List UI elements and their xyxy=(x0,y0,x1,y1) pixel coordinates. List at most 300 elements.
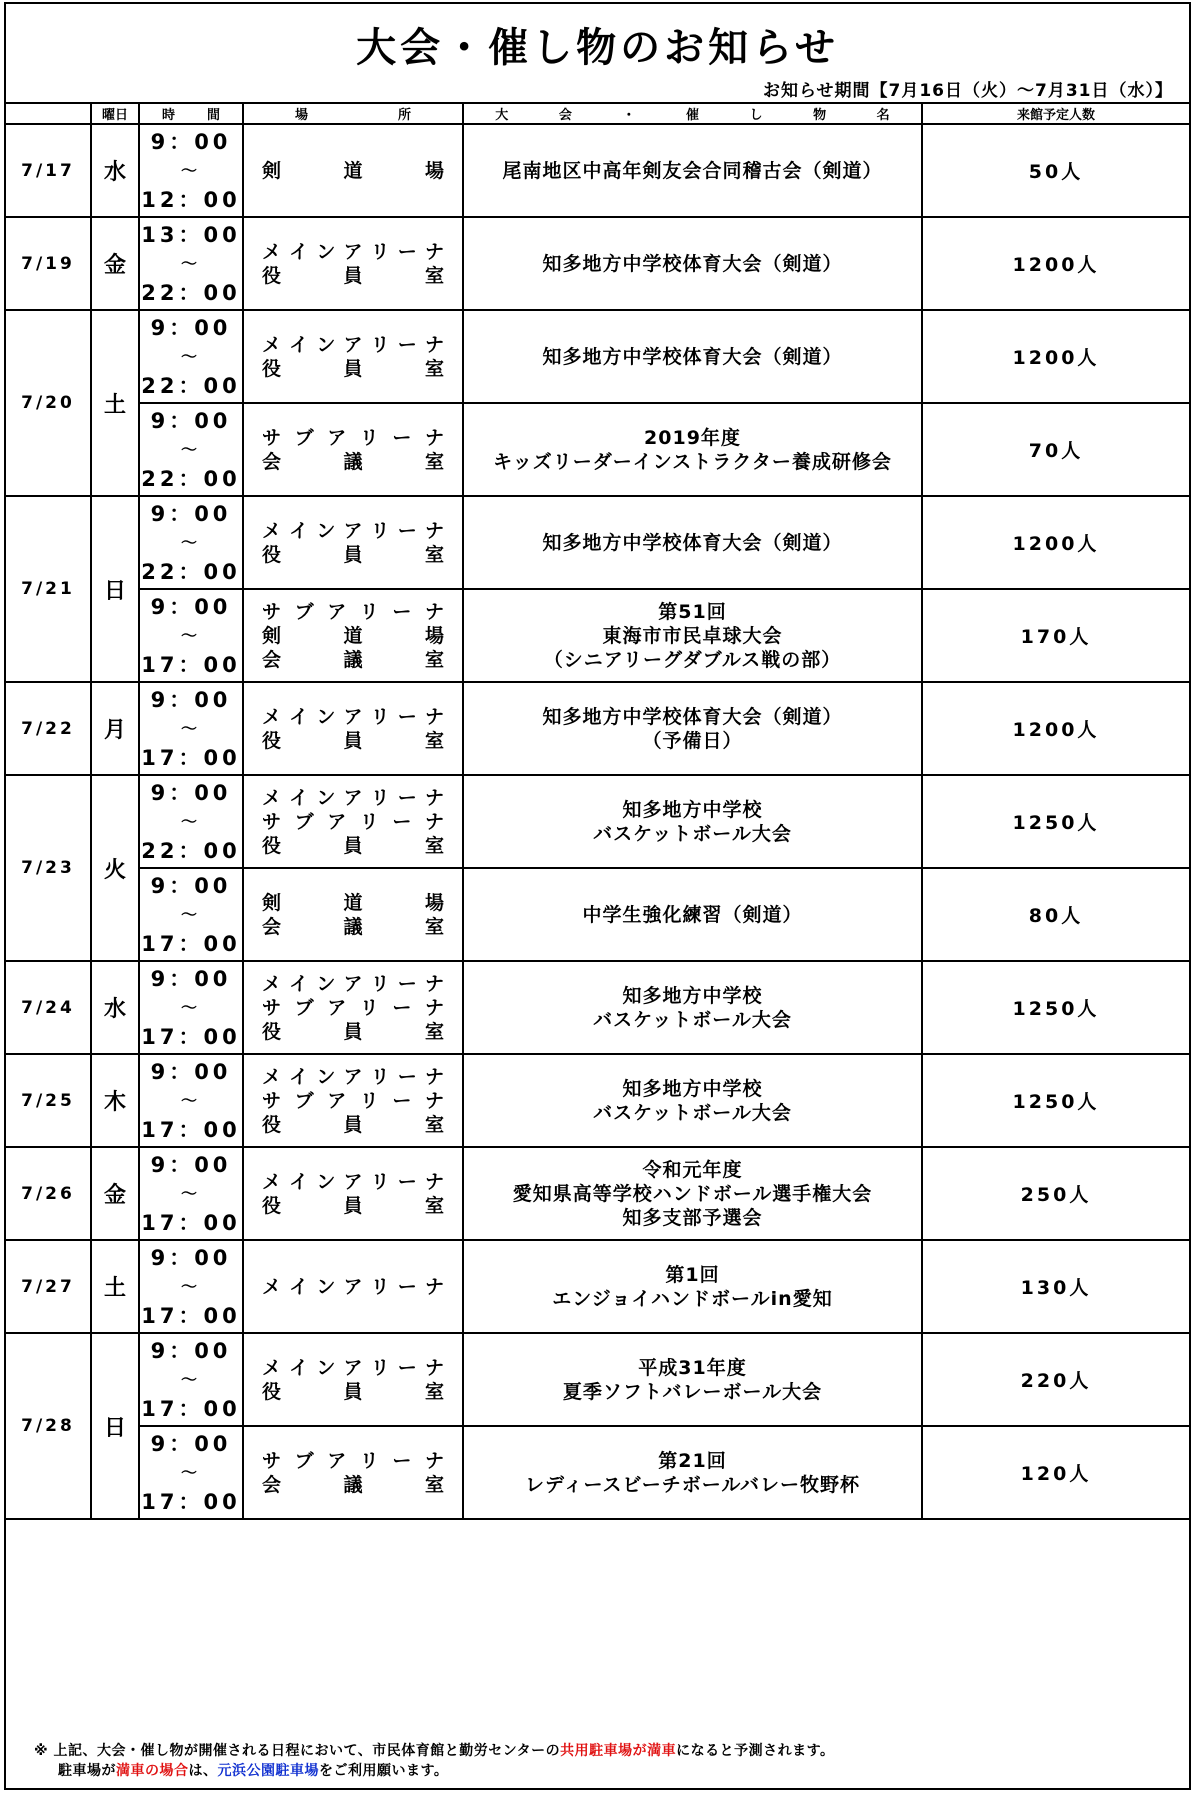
place-line xyxy=(262,543,444,567)
place-char: ン xyxy=(316,1065,336,1088)
place-line xyxy=(262,648,444,672)
place-char: ー xyxy=(397,1170,417,1193)
place-char: ア xyxy=(343,519,363,542)
place-char: ナ xyxy=(424,810,444,833)
place-char: ア xyxy=(343,1170,363,1193)
event-time xyxy=(139,682,243,775)
time-part: 13：00 xyxy=(141,222,241,247)
event-weekday: 土 xyxy=(91,310,139,496)
event-name xyxy=(463,310,922,403)
place-char: ン xyxy=(316,786,336,809)
event-place xyxy=(243,1054,463,1147)
event-weekday: 水 xyxy=(91,124,139,217)
place-char: ー xyxy=(397,705,417,728)
event-name-line: バスケットボール大会 xyxy=(593,1101,792,1124)
place-char: 員 xyxy=(343,1380,363,1403)
place-line xyxy=(262,729,444,753)
event-place xyxy=(243,682,463,775)
event-date: 7/23 xyxy=(6,775,91,961)
place-char: ア xyxy=(343,240,363,263)
time-part: 17：00 xyxy=(141,931,241,956)
expected-visitors: 1250人 xyxy=(922,961,1189,1054)
time-part: ～ xyxy=(180,532,201,552)
place-char: 議 xyxy=(343,450,363,473)
event-name xyxy=(463,124,922,217)
place-char: 室 xyxy=(424,1194,444,1217)
header-char: 時 xyxy=(161,108,175,123)
place-char: 室 xyxy=(424,1473,444,1496)
place-char: ー xyxy=(397,972,417,995)
place-line xyxy=(262,624,444,648)
schedule-table xyxy=(6,102,1189,1520)
event-name-line: 中学生強化練習（剣道） xyxy=(582,903,803,926)
table-row xyxy=(6,310,1189,403)
note-segment: は、 xyxy=(188,1763,218,1779)
event-name-line: 知多地方中学校体育大会（剣道） xyxy=(542,345,843,368)
time-part: 9：00 xyxy=(150,594,232,619)
place-char: ー xyxy=(392,1449,412,1472)
place-char: ア xyxy=(327,810,347,833)
event-place xyxy=(243,496,463,589)
place-char: ナ xyxy=(424,1089,444,1112)
time-part: 9：00 xyxy=(150,1059,232,1084)
note-line-2 xyxy=(34,1761,835,1781)
place-char: サ xyxy=(262,1449,282,1472)
event-time xyxy=(139,1333,243,1426)
expected-visitors: 1200人 xyxy=(922,682,1189,775)
table-row xyxy=(6,1240,1189,1333)
place-char: ア xyxy=(343,786,363,809)
place-char: ナ xyxy=(424,972,444,995)
place-char: ア xyxy=(327,1449,347,1472)
time-part: 9：00 xyxy=(150,129,232,154)
expected-visitors: 1250人 xyxy=(922,1054,1189,1147)
place-char: 室 xyxy=(424,1380,444,1403)
event-name xyxy=(463,1333,922,1426)
table-row xyxy=(6,1426,1189,1519)
place-line xyxy=(262,264,444,288)
expected-visitors: 50人 xyxy=(922,124,1189,217)
event-place xyxy=(243,217,463,310)
event-date: 7/17 xyxy=(6,124,91,217)
place-char: リ xyxy=(359,1449,379,1472)
event-place xyxy=(243,1333,463,1426)
place-char: ア xyxy=(327,426,347,449)
event-place xyxy=(243,310,463,403)
event-name-line: 知多支部予選会 xyxy=(622,1206,763,1229)
place-char: イ xyxy=(289,786,309,809)
footer-notes xyxy=(34,1741,835,1781)
table-row xyxy=(6,124,1189,217)
expected-visitors: 1200人 xyxy=(922,496,1189,589)
place-char: イ xyxy=(289,972,309,995)
place-char: リ xyxy=(370,333,390,356)
place-char: リ xyxy=(370,240,390,263)
place-char: 会 xyxy=(262,450,282,473)
event-name-line: （予備日） xyxy=(642,729,743,752)
notice-period: お知らせ期間【7月16日（火）～7月31日（水）】 xyxy=(763,81,1173,101)
event-name xyxy=(463,1240,922,1333)
place-char: ン xyxy=(316,333,336,356)
place-char: 員 xyxy=(343,1113,363,1136)
place-char: ナ xyxy=(424,786,444,809)
place-line xyxy=(262,915,444,939)
time-part: 12：00 xyxy=(141,187,241,212)
note-segment: をご利用願います。 xyxy=(319,1763,449,1779)
place-char: メ xyxy=(262,786,282,809)
place-char: 室 xyxy=(424,264,444,287)
place-char: 役 xyxy=(262,357,282,380)
place-char: ン xyxy=(316,519,336,542)
event-time xyxy=(139,775,243,868)
event-time xyxy=(139,1240,243,1333)
place-char: メ xyxy=(262,519,282,542)
event-name xyxy=(463,496,922,589)
table-row xyxy=(6,961,1189,1054)
header-time xyxy=(139,103,243,124)
event-time xyxy=(139,1054,243,1147)
place-line xyxy=(262,240,444,264)
expected-visitors: 120人 xyxy=(922,1426,1189,1519)
place-char: ー xyxy=(392,1089,412,1112)
place-char: 役 xyxy=(262,543,282,566)
time-part: 9：00 xyxy=(150,1431,232,1456)
event-name-line: バスケットボール大会 xyxy=(593,1008,792,1031)
place-char: リ xyxy=(359,996,379,1019)
place-line xyxy=(262,786,444,810)
event-name-line: 知多地方中学校 xyxy=(622,984,763,1007)
place-char: ア xyxy=(343,972,363,995)
place-char: 役 xyxy=(262,1194,282,1217)
place-line xyxy=(262,1170,444,1194)
event-date: 7/24 xyxy=(6,961,91,1054)
place-char: イ xyxy=(289,1170,309,1193)
place-char: メ xyxy=(262,240,282,263)
place-line xyxy=(262,1356,444,1380)
place-char: リ xyxy=(370,972,390,995)
place-char: リ xyxy=(370,1065,390,1088)
table-row xyxy=(6,775,1189,868)
place-char: ー xyxy=(397,786,417,809)
expected-visitors: 1250人 xyxy=(922,775,1189,868)
place-char: ナ xyxy=(424,1275,444,1298)
place-char: ナ xyxy=(424,426,444,449)
time-part: ～ xyxy=(180,625,201,645)
note-line-1 xyxy=(34,1741,835,1761)
place-char: ア xyxy=(343,1065,363,1088)
event-place xyxy=(243,403,463,496)
place-char: 道 xyxy=(343,159,363,182)
place-line xyxy=(262,1380,444,1404)
event-date: 7/27 xyxy=(6,1240,91,1333)
time-part: 9：00 xyxy=(150,966,232,991)
place-char: ー xyxy=(392,600,412,623)
time-part: 9：00 xyxy=(150,873,232,898)
place-char: 場 xyxy=(424,624,444,647)
event-name-line: 知多地方中学校 xyxy=(622,798,763,821)
place-char: 場 xyxy=(424,891,444,914)
place-char: ン xyxy=(316,705,336,728)
place-char: 員 xyxy=(343,543,363,566)
event-name-line: 尾南地区中高年剣友会合同稽古会（剣道） xyxy=(502,159,883,182)
place-char: ブ xyxy=(294,810,314,833)
time-part: ～ xyxy=(180,1369,201,1389)
event-name-line: キッズリーダーインストラクター養成研修会 xyxy=(493,450,892,473)
place-line xyxy=(262,1065,444,1089)
place-char: メ xyxy=(262,972,282,995)
time-part: 17：00 xyxy=(141,1210,241,1235)
place-char: 員 xyxy=(343,357,363,380)
table-row xyxy=(6,1333,1189,1426)
event-name-line: 知多地方中学校 xyxy=(622,1077,763,1100)
place-line xyxy=(262,1113,444,1137)
event-time xyxy=(139,496,243,589)
time-part: 9：00 xyxy=(150,501,232,526)
place-line xyxy=(262,891,444,915)
event-place xyxy=(243,961,463,1054)
place-char: 室 xyxy=(424,543,444,566)
header-char: 名 xyxy=(876,108,890,123)
place-char: 室 xyxy=(424,834,444,857)
place-line xyxy=(262,1275,444,1299)
place-char: 議 xyxy=(343,648,363,671)
place-char: 員 xyxy=(343,264,363,287)
event-name xyxy=(463,1054,922,1147)
header-char: 会 xyxy=(558,108,572,123)
place-char: ア xyxy=(327,1089,347,1112)
event-weekday: 月 xyxy=(91,682,139,775)
event-place xyxy=(243,589,463,682)
time-part: 22：00 xyxy=(141,559,241,584)
time-part: 22：00 xyxy=(141,838,241,863)
event-name-line: レディースビーチボールバレー牧野杯 xyxy=(524,1473,861,1496)
place-char: ー xyxy=(397,519,417,542)
event-date: 7/26 xyxy=(6,1147,91,1240)
notice-sheet xyxy=(4,2,1191,1790)
event-name xyxy=(463,775,922,868)
place-char: 場 xyxy=(424,159,444,182)
time-part: 9：00 xyxy=(150,1152,232,1177)
place-char: 剣 xyxy=(262,624,282,647)
place-char: 役 xyxy=(262,1020,282,1043)
place-char: ブ xyxy=(294,426,314,449)
place-char: 会 xyxy=(262,915,282,938)
header-char: ・ xyxy=(622,108,636,123)
time-part: 17：00 xyxy=(141,1396,241,1421)
event-weekday: 日 xyxy=(91,496,139,682)
place-char: メ xyxy=(262,333,282,356)
event-weekday: 木 xyxy=(91,1054,139,1147)
place-line xyxy=(262,1089,444,1113)
time-part: ～ xyxy=(180,1090,201,1110)
place-char: リ xyxy=(370,1275,390,1298)
place-char: ブ xyxy=(294,1449,314,1472)
table-header-row xyxy=(6,103,1189,124)
place-char: 室 xyxy=(424,1113,444,1136)
place-line xyxy=(262,519,444,543)
time-part: 22：00 xyxy=(141,280,241,305)
place-char: 員 xyxy=(343,1194,363,1217)
expected-visitors: 220人 xyxy=(922,1333,1189,1426)
table-row xyxy=(6,589,1189,682)
place-char: ー xyxy=(397,1275,417,1298)
table-row xyxy=(6,1147,1189,1240)
place-char: メ xyxy=(262,1170,282,1193)
expected-visitors: 70人 xyxy=(922,403,1189,496)
note-segment: 共用駐車場が満車 xyxy=(560,1743,677,1759)
time-part: ～ xyxy=(180,1183,201,1203)
time-part: ～ xyxy=(180,439,201,459)
place-char: ン xyxy=(316,1275,336,1298)
place-char: 剣 xyxy=(262,891,282,914)
event-time xyxy=(139,1426,243,1519)
place-char: ア xyxy=(327,600,347,623)
event-weekday: 火 xyxy=(91,775,139,961)
time-part: 9：00 xyxy=(150,315,232,340)
time-part: 17：00 xyxy=(141,1489,241,1514)
place-char: リ xyxy=(370,786,390,809)
place-char: メ xyxy=(262,1275,282,1298)
event-date: 7/25 xyxy=(6,1054,91,1147)
header-place xyxy=(243,103,463,124)
place-line xyxy=(262,972,444,996)
place-char: ナ xyxy=(424,1449,444,1472)
table-row xyxy=(6,1054,1189,1147)
place-char: リ xyxy=(370,705,390,728)
header-event xyxy=(463,103,922,124)
header-char: 所 xyxy=(397,108,411,123)
table-row xyxy=(6,496,1189,589)
place-line xyxy=(262,426,444,450)
place-char: ブ xyxy=(294,600,314,623)
place-char: 会 xyxy=(262,1473,282,1496)
time-part: 9：00 xyxy=(150,1245,232,1270)
event-place xyxy=(243,775,463,868)
header-char: 大 xyxy=(495,108,509,123)
place-char: 室 xyxy=(424,1020,444,1043)
place-char: サ xyxy=(262,600,282,623)
place-char: 員 xyxy=(343,1020,363,1043)
header-char: 場 xyxy=(294,108,308,123)
event-time xyxy=(139,310,243,403)
place-char: サ xyxy=(262,810,282,833)
expected-visitors: 1200人 xyxy=(922,310,1189,403)
note-segment: 駐車場が xyxy=(58,1763,116,1779)
place-char: ン xyxy=(316,972,336,995)
event-place xyxy=(243,868,463,961)
place-char: 員 xyxy=(343,729,363,752)
event-name xyxy=(463,1426,922,1519)
place-char: ン xyxy=(316,240,336,263)
event-name-line: 知多地方中学校体育大会（剣道） xyxy=(542,252,843,275)
event-name-line: バスケットボール大会 xyxy=(593,822,792,845)
event-name xyxy=(463,403,922,496)
place-char: 道 xyxy=(343,891,363,914)
event-date: 7/28 xyxy=(6,1333,91,1519)
place-char: ブ xyxy=(294,1089,314,1112)
place-char: 役 xyxy=(262,729,282,752)
place-char: ー xyxy=(397,1065,417,1088)
place-line xyxy=(262,600,444,624)
place-char: ア xyxy=(327,996,347,1019)
place-char: 道 xyxy=(343,624,363,647)
time-part: ～ xyxy=(180,811,201,831)
place-line xyxy=(262,159,444,183)
time-part: 9：00 xyxy=(150,408,232,433)
event-time xyxy=(139,403,243,496)
table-row xyxy=(6,403,1189,496)
event-place xyxy=(243,1240,463,1333)
place-char: ア xyxy=(343,1356,363,1379)
event-time xyxy=(139,1147,243,1240)
place-char: イ xyxy=(289,519,309,542)
place-char: ー xyxy=(392,996,412,1019)
header-char: し xyxy=(749,108,763,123)
place-char: ブ xyxy=(294,996,314,1019)
event-name-line: 夏季ソフトバレーボール大会 xyxy=(562,1380,823,1403)
place-char: サ xyxy=(262,1089,282,1112)
place-char: 会 xyxy=(262,648,282,671)
place-char: リ xyxy=(370,519,390,542)
note-segment: 元浜公園駐車場 xyxy=(217,1763,319,1779)
place-line xyxy=(262,1473,444,1497)
place-char: イ xyxy=(289,333,309,356)
time-part: ～ xyxy=(180,997,201,1017)
time-part: 17：00 xyxy=(141,652,241,677)
event-date: 7/21 xyxy=(6,496,91,682)
note-segment: ※ 上記、大会・催し物が開催される日程において、市民体育館と勤労センターの xyxy=(34,1743,561,1759)
place-char: 役 xyxy=(262,834,282,857)
event-weekday: 土 xyxy=(91,1240,139,1333)
place-char: ー xyxy=(397,1356,417,1379)
time-part: 17：00 xyxy=(141,1303,241,1328)
event-name xyxy=(463,217,922,310)
event-name-line: 第21回 xyxy=(658,1449,727,1472)
time-part: 9：00 xyxy=(150,687,232,712)
place-line xyxy=(262,996,444,1020)
header-char: 間 xyxy=(206,108,220,123)
event-time xyxy=(139,961,243,1054)
time-part: 22：00 xyxy=(141,373,241,398)
place-char: ー xyxy=(392,426,412,449)
event-weekday: 金 xyxy=(91,217,139,310)
place-char: リ xyxy=(370,1170,390,1193)
place-char: イ xyxy=(289,240,309,263)
place-char: メ xyxy=(262,1356,282,1379)
place-char: イ xyxy=(289,1356,309,1379)
event-time xyxy=(139,589,243,682)
place-char: リ xyxy=(359,600,379,623)
expected-visitors: 170人 xyxy=(922,589,1189,682)
event-place xyxy=(243,124,463,217)
place-char: ア xyxy=(343,705,363,728)
event-name-line: 愛知県高等学校ハンドボール選手権大会 xyxy=(512,1182,873,1205)
event-weekday: 水 xyxy=(91,961,139,1054)
place-char: 役 xyxy=(262,264,282,287)
event-name xyxy=(463,868,922,961)
place-char: ナ xyxy=(424,600,444,623)
place-char: ナ xyxy=(424,333,444,356)
expected-visitors: 250人 xyxy=(922,1147,1189,1240)
event-name xyxy=(463,589,922,682)
place-char: ナ xyxy=(424,705,444,728)
place-char: ナ xyxy=(424,1065,444,1088)
place-char: 議 xyxy=(343,915,363,938)
event-name-line: 東海市市民卓球大会 xyxy=(602,624,783,647)
place-char: サ xyxy=(262,996,282,1019)
table-row xyxy=(6,868,1189,961)
place-char: ナ xyxy=(424,1356,444,1379)
